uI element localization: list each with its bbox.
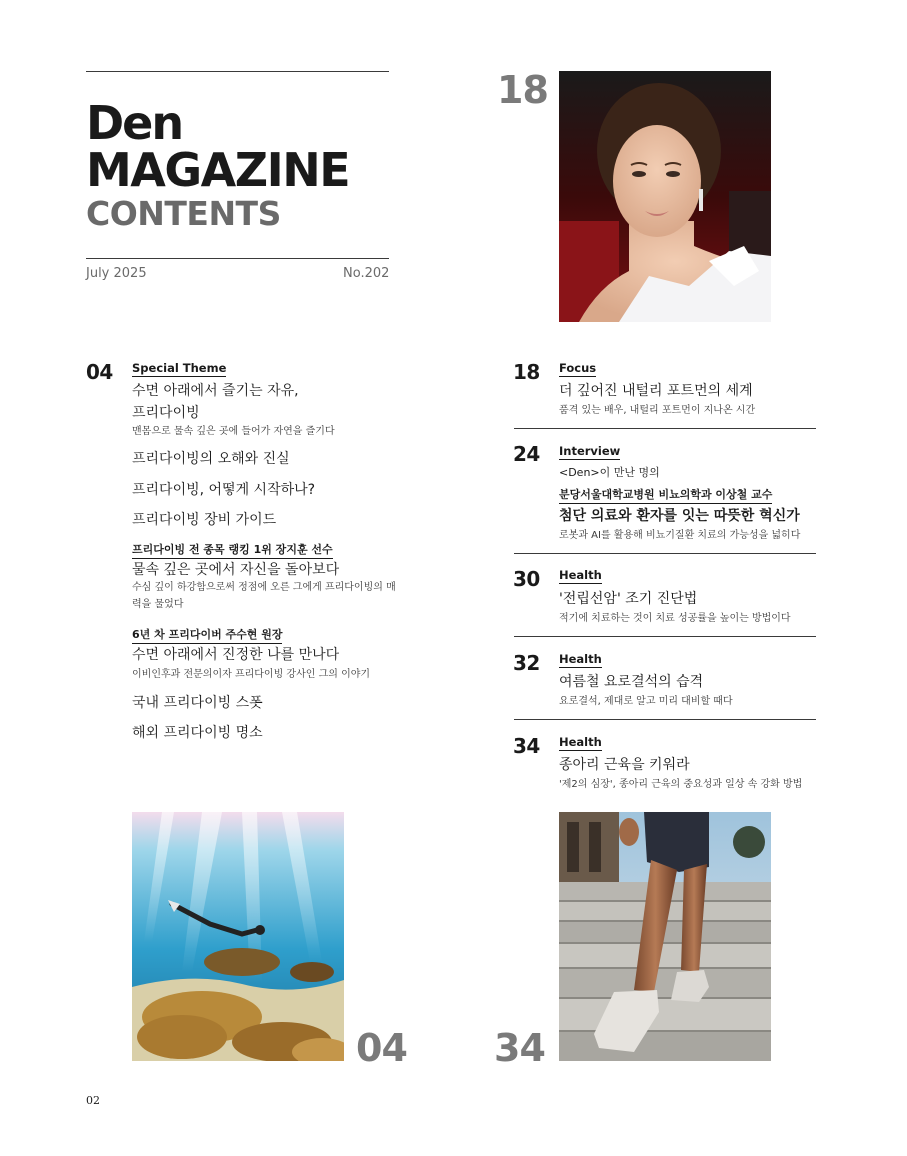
- category-health-34: Health: [559, 735, 602, 749]
- feature2-lead: 6년 차 프리다이버 주수현 원장: [132, 626, 282, 644]
- photo-number-34: 34: [494, 1026, 545, 1070]
- feature2-desc: 이비인후과 전문의이자 프리다이빙 강사인 그의 이야기: [132, 669, 371, 680]
- interview-desc: 로봇과 AI를 활용해 비뇨기질환 치료의 가능성을 넓히다: [559, 530, 801, 541]
- list-item-how-to-start: 프리다이빙, 어떻게 시작하나?: [132, 482, 316, 498]
- category-focus: Focus: [559, 361, 597, 375]
- divider-4: [514, 719, 816, 720]
- health34-desc: '제2의 심장', 종아리 근육의 중요성과 일상 속 강화 방법: [559, 779, 803, 790]
- masthead-magazine: MAGAZINE: [86, 143, 350, 197]
- masthead-top-rule: [86, 71, 389, 72]
- list-item-myths: 프리다이빙의 오해와 진실: [132, 451, 290, 467]
- special-headline-line1: 수면 아래에서 즐기는 자유,: [132, 383, 299, 399]
- health30-desc: 적기에 치료하는 것이 치료 성공률을 높이는 방법이다: [559, 613, 791, 624]
- category-special-theme: Special Theme: [132, 361, 227, 375]
- divider-1: [514, 428, 816, 429]
- freediving-photo: [132, 812, 344, 1061]
- section-number-18: 18: [513, 360, 540, 384]
- health32-title: 여름철 요로결석의 습격: [559, 674, 704, 690]
- feature1-desc: 수심 깊이 하강함으로써 정점에 오른 그에게 프리다이빙의 매력을 물었다: [132, 582, 396, 610]
- category-health-32: Health: [559, 652, 602, 666]
- health34-title: 종아리 근육을 키워라: [559, 757, 690, 773]
- issue-number: No.202: [343, 266, 390, 281]
- feature2-title: 수면 아래에서 진정한 나를 만나다: [132, 647, 340, 663]
- section-number-32: 32: [513, 651, 540, 675]
- focus-desc: 품격 있는 배우, 내털리 포트먼이 지나온 시간: [559, 405, 756, 416]
- photo-number-04: 04: [356, 1026, 407, 1070]
- category-health-30: Health: [559, 568, 602, 582]
- list-item-overseas-spots: 해외 프리다이빙 명소: [132, 725, 263, 741]
- feature1-lead: 프리다이빙 전 종목 랭킹 1위 장지훈 선수: [132, 541, 333, 559]
- photo-number-18: 18: [497, 68, 548, 112]
- stairs-photo: [559, 812, 771, 1061]
- issue-date: July 2025: [86, 266, 147, 281]
- interview-lead2: 분당서울대학교병원 비뇨의학과 이상철 교수: [559, 486, 772, 504]
- health30-title: '전립선암' 조기 진단법: [559, 591, 698, 607]
- special-subtitle: 맨몸으로 물속 깊은 곳에 들어가 자연을 즐기다: [132, 426, 335, 437]
- list-item-gear-guide: 프리다이빙 장비 가이드: [132, 512, 277, 528]
- focus-title: 더 깊어진 내털리 포트먼의 세계: [559, 383, 753, 399]
- interview-lead1: <Den>이 만난 명의: [559, 466, 660, 479]
- divider-2: [514, 553, 816, 554]
- section-number-04: 04: [86, 360, 113, 384]
- portrait-photo: [559, 71, 771, 322]
- divider-3: [514, 636, 816, 637]
- interview-title: 첨단 의료와 환자를 잇는 따뜻한 혁신가: [559, 508, 800, 524]
- health32-desc: 요로결석, 제대로 알고 미리 대비할 때다: [559, 696, 733, 707]
- section-number-24: 24: [513, 442, 540, 466]
- masthead-den: Den: [86, 96, 183, 150]
- section-number-34: 34: [513, 734, 540, 758]
- category-interview: Interview: [559, 444, 621, 458]
- section-number-30: 30: [513, 567, 540, 591]
- masthead-bottom-rule: [86, 258, 389, 259]
- page-number: 02: [86, 1094, 100, 1107]
- special-headline-line2: 프리다이빙: [132, 405, 200, 421]
- feature1-title: 물속 깊은 곳에서 자신을 돌아보다: [132, 562, 340, 578]
- masthead-contents: CONTENTS: [86, 194, 281, 233]
- list-item-domestic-spots: 국내 프리다이빙 스폿: [132, 695, 263, 711]
